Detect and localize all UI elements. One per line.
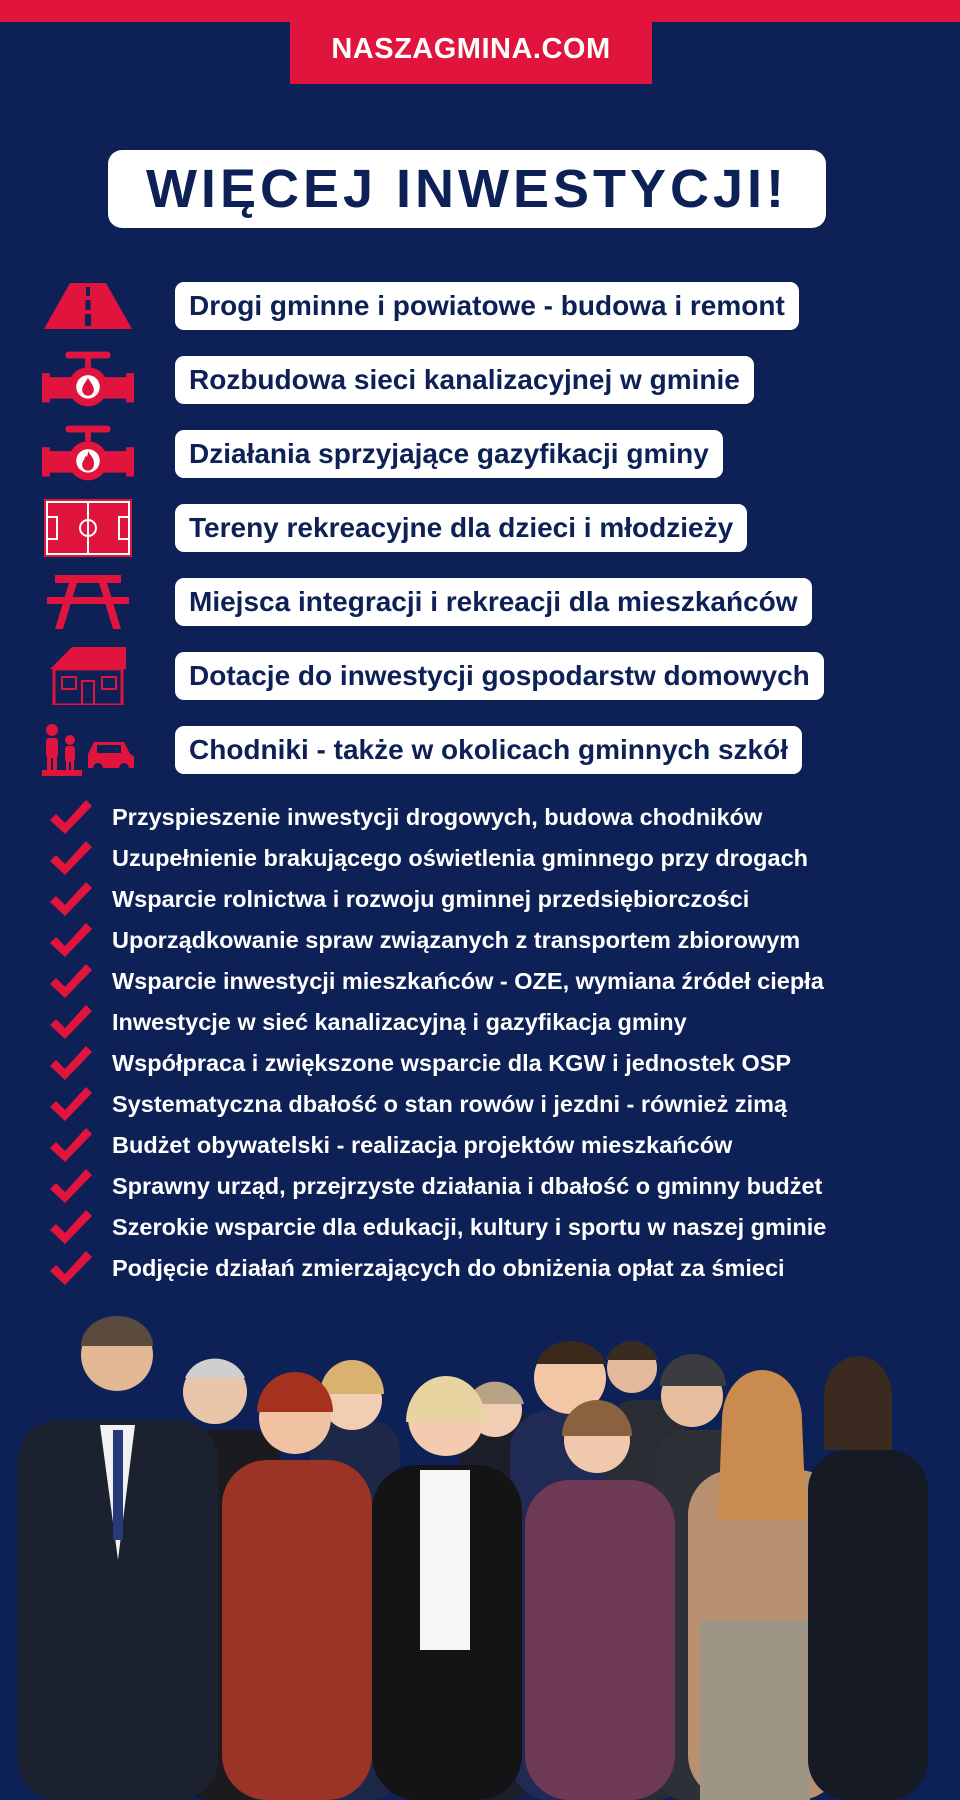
picnic-table-icon bbox=[42, 572, 134, 632]
road-icon bbox=[42, 276, 134, 336]
checklist-item bbox=[0, 882, 960, 920]
checklist-text: Wsparcie inwestycji mieszkańców - OZE, wymiana źródeł ciepła bbox=[112, 968, 824, 994]
checkmark-icon bbox=[48, 1126, 94, 1166]
investment-label: Miejsca integracji i rekreacji dla mieszkańców bbox=[175, 578, 812, 626]
checkmark-icon bbox=[48, 1167, 94, 1207]
checklist-item bbox=[0, 1046, 960, 1084]
checklist-text: Przyspieszenie inwestycji drogowych, budowa chodników bbox=[112, 804, 763, 830]
checklist-text: Uporządkowanie spraw związanych z transportem zbiorowym bbox=[112, 927, 801, 953]
sports-field-icon bbox=[42, 498, 134, 558]
house-icon bbox=[42, 646, 134, 706]
gas-valve-icon bbox=[42, 424, 134, 484]
investment-item bbox=[0, 720, 960, 780]
checklist-item bbox=[0, 841, 960, 879]
team-group-photo bbox=[0, 1300, 960, 1800]
water-valve-icon bbox=[42, 350, 134, 410]
checklist-text: Podjęcie działań zmierzających do obniżenia opłat za śmieci bbox=[112, 1255, 785, 1281]
checklist-item bbox=[0, 1087, 960, 1125]
investment-label: Działania sprzyjające gazyfikacji gminy bbox=[175, 430, 723, 478]
checklist-item bbox=[0, 1210, 960, 1248]
checkmark-icon bbox=[48, 798, 94, 838]
checkmark-icon bbox=[48, 921, 94, 961]
investment-item bbox=[0, 498, 960, 558]
investment-item bbox=[0, 350, 960, 410]
checklist-text: Budżet obywatelski - realizacja projektów mieszkańców bbox=[112, 1132, 733, 1158]
investment-label: Dotacje do inwestycji gospodarstw domowych bbox=[175, 652, 824, 700]
checklist-item bbox=[0, 923, 960, 961]
investment-label: Drogi gminne i powiatowe - budowa i remont bbox=[175, 282, 799, 330]
checklist-text: Wsparcie rolnictwa i rozwoju gminnej przedsiębiorczości bbox=[112, 886, 750, 912]
checkmark-icon bbox=[48, 1044, 94, 1084]
investment-label: Rozbudowa sieci kanalizacyjnej w gminie bbox=[175, 356, 754, 404]
person-figure bbox=[808, 1356, 928, 1800]
investment-label: Tereny rekreacyjne dla dzieci i młodzieży bbox=[175, 504, 747, 552]
checklist-text: Inwestycje w sieć kanalizacyjną i gazyfikacja gminy bbox=[112, 1009, 687, 1035]
checklist-item bbox=[0, 964, 960, 1002]
investment-item bbox=[0, 424, 960, 484]
checklist-text: Sprawny urząd, przejrzyste działania i dbałość o gminny budżet bbox=[112, 1173, 823, 1199]
checkmark-icon bbox=[48, 839, 94, 879]
site-name-badge[interactable]: NASZAGMINA.COM bbox=[290, 14, 652, 84]
checklist-text: Współpraca i zwiększone wsparcie dla KGW i jednostek OSP bbox=[112, 1050, 792, 1076]
checklist-item bbox=[0, 1169, 960, 1207]
checkmark-icon bbox=[48, 880, 94, 920]
checklist-text: Szerokie wsparcie dla edukacji, kultury i sportu w naszej gminie bbox=[112, 1214, 827, 1240]
checkmark-icon bbox=[48, 1249, 94, 1289]
checklist-text: Uzupełnienie brakującego oświetlenia gminnego przy drogach bbox=[112, 845, 808, 871]
investment-label: Chodniki - także w okolicach gminnych szkół bbox=[175, 726, 802, 774]
investment-item bbox=[0, 646, 960, 706]
checklist-item bbox=[0, 1128, 960, 1166]
checkmark-icon bbox=[48, 1208, 94, 1248]
checkmark-icon bbox=[48, 962, 94, 1002]
headline: WIĘCEJ INWESTYCJI! bbox=[108, 150, 826, 228]
checklist-item bbox=[0, 1005, 960, 1043]
checkmark-icon bbox=[48, 1003, 94, 1043]
investment-item bbox=[0, 276, 960, 336]
investment-item bbox=[0, 572, 960, 632]
checkmark-icon bbox=[48, 1085, 94, 1125]
checklist-text: Systematyczna dbałość o stan rowów i jezdni - również zimą bbox=[112, 1091, 788, 1117]
checklist-item bbox=[0, 800, 960, 838]
checklist-item bbox=[0, 1251, 960, 1289]
pedestrian-car-icon bbox=[42, 720, 134, 780]
